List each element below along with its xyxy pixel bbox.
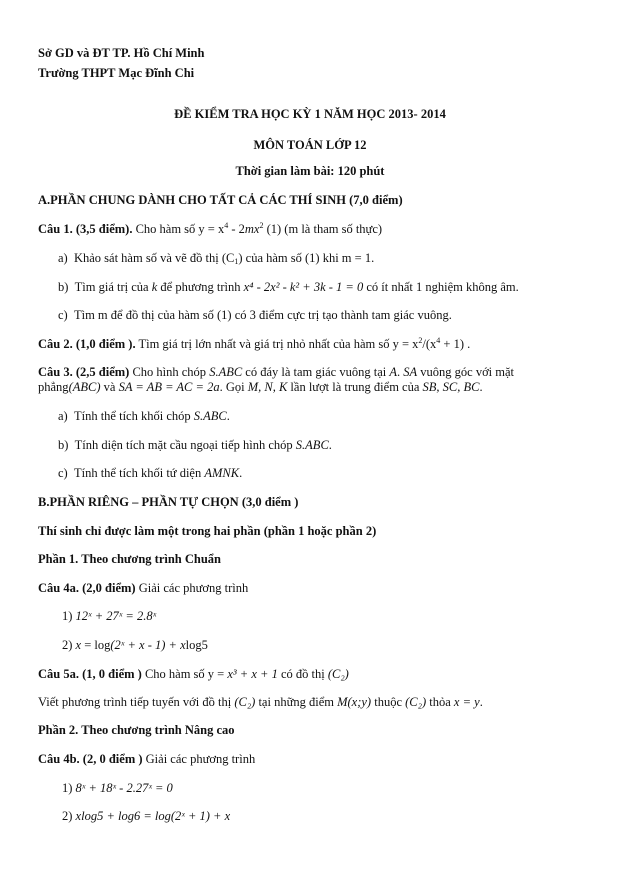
- department-name: Sở GD và ĐT TP. Hồ Chí Minh: [38, 46, 205, 60]
- part-2-heading: Phần 2. Theo chương trình Nâng cao: [38, 723, 235, 737]
- question-4a: Câu 4a. (2,0 điểm) Giải các phương trình: [38, 581, 249, 595]
- section-a-heading: A.PHẦN CHUNG DÀNH CHO TẤT CẢ CÁC THÍ SINH (7,0 điểm): [38, 193, 403, 207]
- question-1: Câu 1. (3,5 điểm). Cho hàm số $y = x^4 - 2mx^2$ (1) (m là tham số thực): [38, 221, 383, 236]
- school-name: Trường THPT Mạc Đĩnh Chi: [38, 66, 195, 80]
- subject-title: MÔN TOÁN LỚP 12: [253, 138, 367, 152]
- q4b-equation-2: 2) xlog5 + log6 = log(2ˣ + 1) + x: [62, 809, 231, 823]
- q1-part-c: c) Tìm m để đồ thị của hàm số (1) có 3 điểm cực trị tạo thành tam giác vuông.: [58, 308, 452, 322]
- q1-part-a: a) Khảo sát hàm số và vẽ đồ thị $(C_1)$ của hàm số (1) khi m = 1.: [58, 251, 375, 266]
- q4a-equation-1: 1) 12ˣ + 27ˣ = 2.8ˣ: [62, 609, 157, 623]
- section-b-heading: B.PHẦN RIÊNG – PHẦN TỰ CHỌN (3,0 điểm ): [38, 495, 299, 509]
- q5a-label: Câu 5a. (1, 0 điểm ): [38, 667, 142, 681]
- question-4b: Câu 4b. (2, 0 điểm ) Giải các phương trình: [38, 752, 256, 766]
- q5a-task: Viết phương trình tiếp tuyến với đồ thị (C₂) tại những điểm M(x;y) thuộc (C₂) thỏa x = y.: [38, 695, 483, 709]
- q4b-label: Câu 4b. (2, 0 điểm ): [38, 752, 143, 766]
- question-3-line-2: phẳng(ABC) và SA = AB = AC = 2a. Gọi M, N, K lần lượt là trung điểm của SB, SC, BC.: [38, 380, 483, 394]
- section-b-note: Thí sinh chỉ được làm một trong hai phần (phần 1 hoặc phần 2): [38, 524, 377, 538]
- q4b-equation-1: 1) 8ˣ + 18ˣ - 2.27ˣ = 0: [62, 781, 173, 795]
- question-5a: Câu 5a. (1, 0 điểm ) Cho hàm số y = x³ + x + 1 có đồ thị (C₂): [38, 667, 349, 681]
- question-3-line-1: Câu 3. (2,5 điểm) Cho hình chóp S.ABC có đáy là tam giác vuông tại A. SA vuông góc với mặt: [38, 365, 515, 379]
- exam-title: ĐỀ KIỂM TRA HỌC KỲ 1 NĂM HỌC 2013- 2014: [174, 107, 446, 121]
- q3-label: Câu 3. (2,5 điểm): [38, 365, 130, 379]
- q2-label: Câu 2. (1,0 điểm ).: [38, 337, 136, 351]
- q1-part-b: b) Tìm giá trị của k để phương trình x⁴ - 2x² - k² + 3k - 1 = 0 có ít nhất 1 nghiệm không âm.: [58, 280, 519, 294]
- q4a-equation-2: 2) x = log(2ˣ + x - 1) + xlog5: [62, 638, 208, 652]
- q3-part-c: c) Tính thể tích khối tứ diện AMNK.: [58, 466, 243, 480]
- q4a-label: Câu 4a. (2,0 điểm): [38, 581, 136, 595]
- part-1-heading: Phần 1. Theo chương trình Chuẩn: [38, 552, 221, 566]
- duration-text: Thời gian làm bài: 120 phút: [235, 164, 385, 178]
- question-2: Câu 2. (1,0 điểm ). Tìm giá trị lớn nhất và giá trị nhỏ nhất của hàm số $y = x^2/(x^4 + 1)$ .: [38, 336, 471, 351]
- q3-part-b: b) Tính diện tích mặt cầu ngoại tiếp hình chóp S.ABC.: [58, 438, 332, 452]
- q3-part-a: a) Tính thể tích khối chóp S.ABC.: [58, 409, 230, 423]
- q1-label: Câu 1. (3,5 điểm).: [38, 222, 133, 236]
